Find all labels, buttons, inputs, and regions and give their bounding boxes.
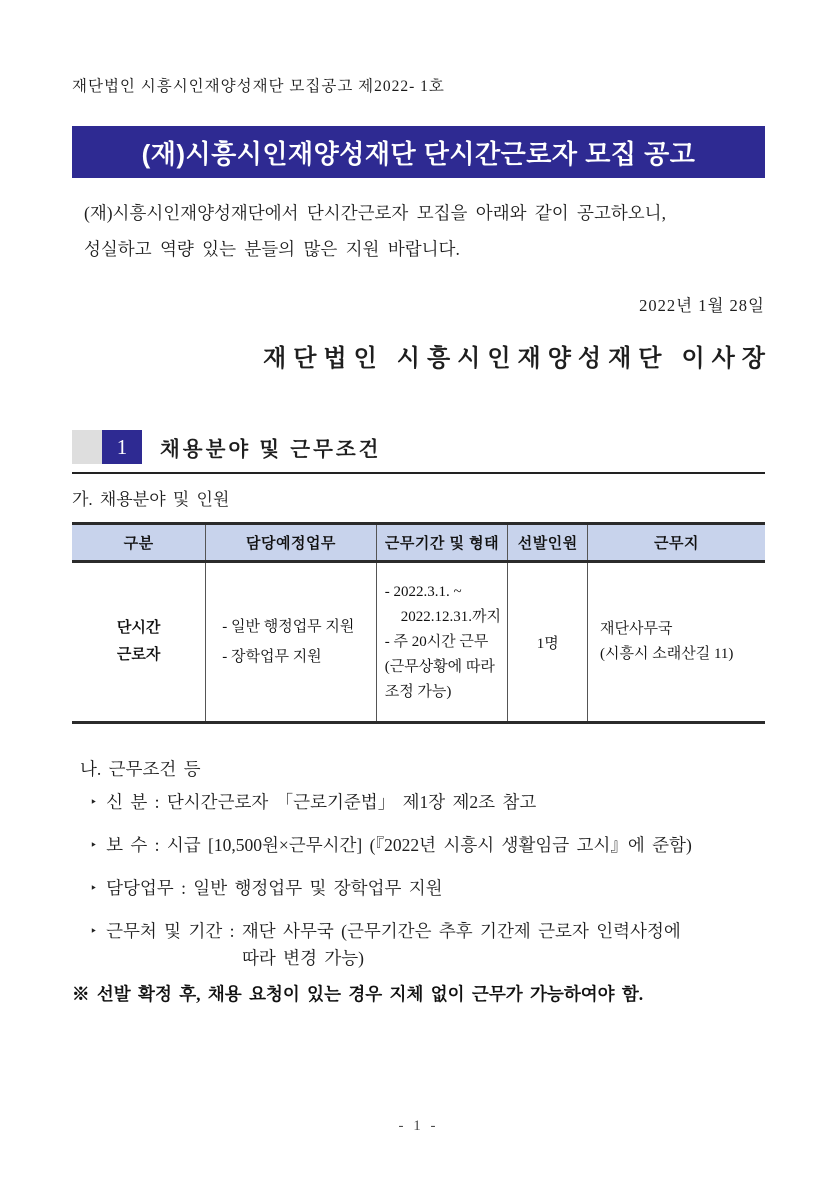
cell-period [376, 562, 508, 723]
title-banner [72, 126, 765, 178]
category-line-1: 단시간 [116, 620, 161, 636]
condition-workplace: 근무처 및 기간 : 재단 사무국 (근무기간은 추후 기간제 근로자 인력사정에 [106, 921, 681, 941]
section-title: 채용분야 및 근무조건 [160, 439, 382, 461]
banner-title-text: (재)시흥시인재양성재단 단시간근로자 모집 공고 [141, 138, 696, 169]
triangle-bullet-icon: ‣ [90, 795, 98, 809]
category-line-2: 근로자 [116, 647, 161, 663]
col-header-category: 구분 [72, 524, 206, 562]
section-number-badge: 1 [102, 430, 142, 464]
duties-line-2: - 장학업무 지원 [222, 649, 322, 665]
period-line-1: - 2022.3.1. ~ [384, 583, 462, 600]
list-item [90, 789, 765, 816]
announcement-date: 2022년 1월 28일 [639, 296, 765, 315]
period-line-2: 2022.12.31.까지 [400, 608, 501, 625]
cell-category [72, 562, 206, 723]
intro-line-2: 성실하고 역량 있는 분들의 많은 지원 바랍니다. [84, 239, 460, 259]
condition-duties: 담당업무 : 일반 행정업무 및 장학업무 지원 [106, 878, 443, 898]
duties-line-1: - 일반 행정업무 지원 [222, 619, 355, 635]
workplace-line-1: 재단사무국 [600, 621, 673, 637]
period-line-5: 조정 가능) [384, 683, 452, 700]
list-item [90, 918, 765, 972]
conditions-list [72, 789, 765, 988]
triangle-bullet-icon: ‣ [90, 924, 98, 938]
condition-workplace-continuation: 따라 변경 가능) [242, 948, 365, 968]
col-header-duties: 담당예정업무 [206, 524, 376, 562]
period-line-3: - 주 20시간 근무 [384, 633, 489, 650]
intro-paragraph [72, 195, 765, 267]
subsection-b-title: 나. 근무조건 등 [80, 759, 201, 779]
condition-status: 신 분 : 단시간근로자 「근로기준법」 제1장 제2조 참고 [106, 792, 537, 812]
table-row [72, 562, 765, 723]
cell-workplace [588, 562, 765, 723]
period-line-4: (근무상황에 따라 [384, 658, 495, 675]
intro-line-1: (재)시흥시인재양성재단에서 단시간근로자 모집을 아래와 같이 공고하오니, [84, 203, 666, 223]
doc-number-line: 재단법인 시흥시인재양성재단 모집공고 제2022- 1호 [72, 78, 445, 95]
workplace-line-2: (시흥시 소래산길 11) [600, 646, 734, 662]
col-header-workplace: 근무지 [588, 524, 765, 562]
recruit-table-container [72, 522, 765, 724]
section-graybar-decoration [72, 430, 102, 464]
page-number: - 1 - [398, 1118, 439, 1134]
recruit-table [72, 522, 765, 724]
triangle-bullet-icon: ‣ [90, 881, 98, 895]
triangle-bullet-icon: ‣ [90, 838, 98, 852]
list-item [90, 832, 765, 859]
signer-title: 재단법인 시흥시인재양성재단 이사장 [263, 346, 772, 372]
table-header-row [72, 524, 765, 562]
condition-pay: 보 수 : 시급 [10,500원×근무시간] (『2022년 시흥시 생활임금 고시』에 준함) [106, 835, 692, 855]
cell-duties [206, 562, 376, 723]
emphasis-note: ※ 선발 확정 후, 채용 요청이 있는 경우 지체 없이 근무가 가능하여야 함. [72, 984, 644, 1004]
col-header-period: 근무기간 및 형태 [376, 524, 508, 562]
section-1-header [72, 430, 765, 474]
list-item [90, 875, 765, 902]
cell-headcount: 1명 [508, 562, 588, 723]
col-header-headcount: 선발인원 [508, 524, 588, 562]
subsection-a-title: 가. 채용분야 및 인원 [72, 490, 230, 509]
